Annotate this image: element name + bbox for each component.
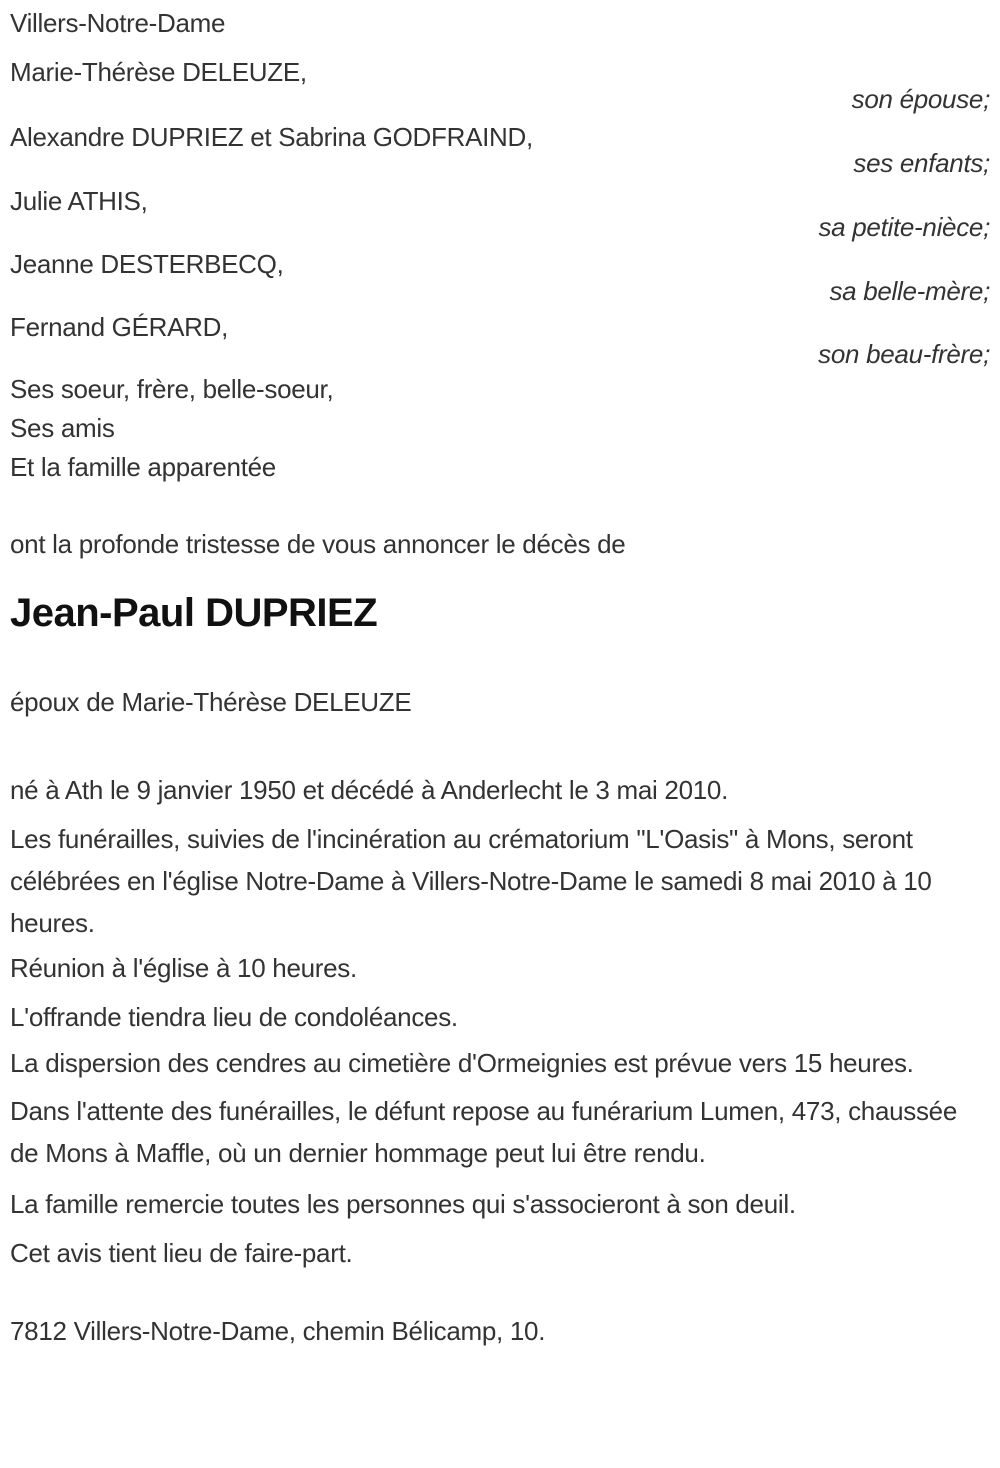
other-mourners-line: Ses amis	[10, 413, 115, 443]
mourner-pair	[10, 186, 990, 242]
funeral-paragraph: La famille remercie toutes les personnes qui s'associeront à son deuil.	[10, 1189, 796, 1219]
mourner-relation: sa belle-mère;	[829, 276, 990, 306]
other-mourners-line: Et la famille apparentée	[10, 452, 276, 482]
funeral-paragraph: La dispersion des cendres au cimetière d'Ormeignies est prévue vers 15 heures.	[10, 1048, 914, 1078]
funeral-paragraph: Réunion à l'église à 10 heures.	[10, 953, 357, 983]
funeral-paragraph: Les funérailles, suivies de l'incinération au crématorium "L'Oasis" à Mons, seront célébrées en l'église Notre-Dame à Villers-Notre-Dame le samedi 8 mai 2010 à 10 heures.	[10, 824, 932, 938]
mourner-name: Alexandre DUPRIEZ et Sabrina GODFRAIND,	[10, 122, 533, 152]
deceased-name-title: Jean-Paul DUPRIEZ	[10, 591, 378, 635]
mourner-name: Jeanne DESTERBECQ,	[10, 249, 284, 279]
announcement-text: ont la profonde tristesse de vous annoncer le décès de	[10, 529, 626, 559]
mourner-name: Marie-Thérèse DELEUZE,	[10, 57, 307, 87]
mourner-name: Julie ATHIS,	[10, 186, 148, 216]
other-mourners-line: Ses soeur, frère, belle-soeur,	[10, 374, 334, 404]
mourner-relation: sa petite-nièce;	[818, 212, 990, 242]
family-address: 7812 Villers-Notre-Dame, chemin Bélicamp, 10.	[10, 1316, 546, 1346]
funeral-paragraph: L'offrande tiendra lieu de condoléances.	[10, 1002, 458, 1032]
mourner-relation: son épouse;	[851, 84, 990, 114]
life-dates: né à Ath le 9 janvier 1950 et décédé à Anderlecht le 3 mai 2010.	[10, 775, 728, 805]
mourner-pair	[10, 312, 990, 369]
death-notice-page	[0, 8, 1000, 1468]
mourner-relation: ses enfants;	[853, 148, 990, 178]
funeral-paragraph: Cet avis tient lieu de faire-part.	[10, 1238, 353, 1268]
mourner-relation: son beau-frère;	[818, 339, 990, 369]
mourner-name: Fernand GÉRARD,	[10, 312, 229, 342]
deceased-subtitle: époux de Marie-Thérèse DELEUZE	[10, 687, 412, 717]
mourner-pair	[10, 122, 990, 178]
mourner-pair	[10, 249, 990, 306]
funeral-paragraph: Dans l'attente des funérailles, le défunt repose au funérarium Lumen, 473, chaussée de Mons à Maffle, où un dernier hommage peut lui être rendu.	[10, 1096, 958, 1168]
locality: Villers-Notre-Dame	[10, 8, 226, 38]
mourner-pair	[10, 57, 990, 114]
